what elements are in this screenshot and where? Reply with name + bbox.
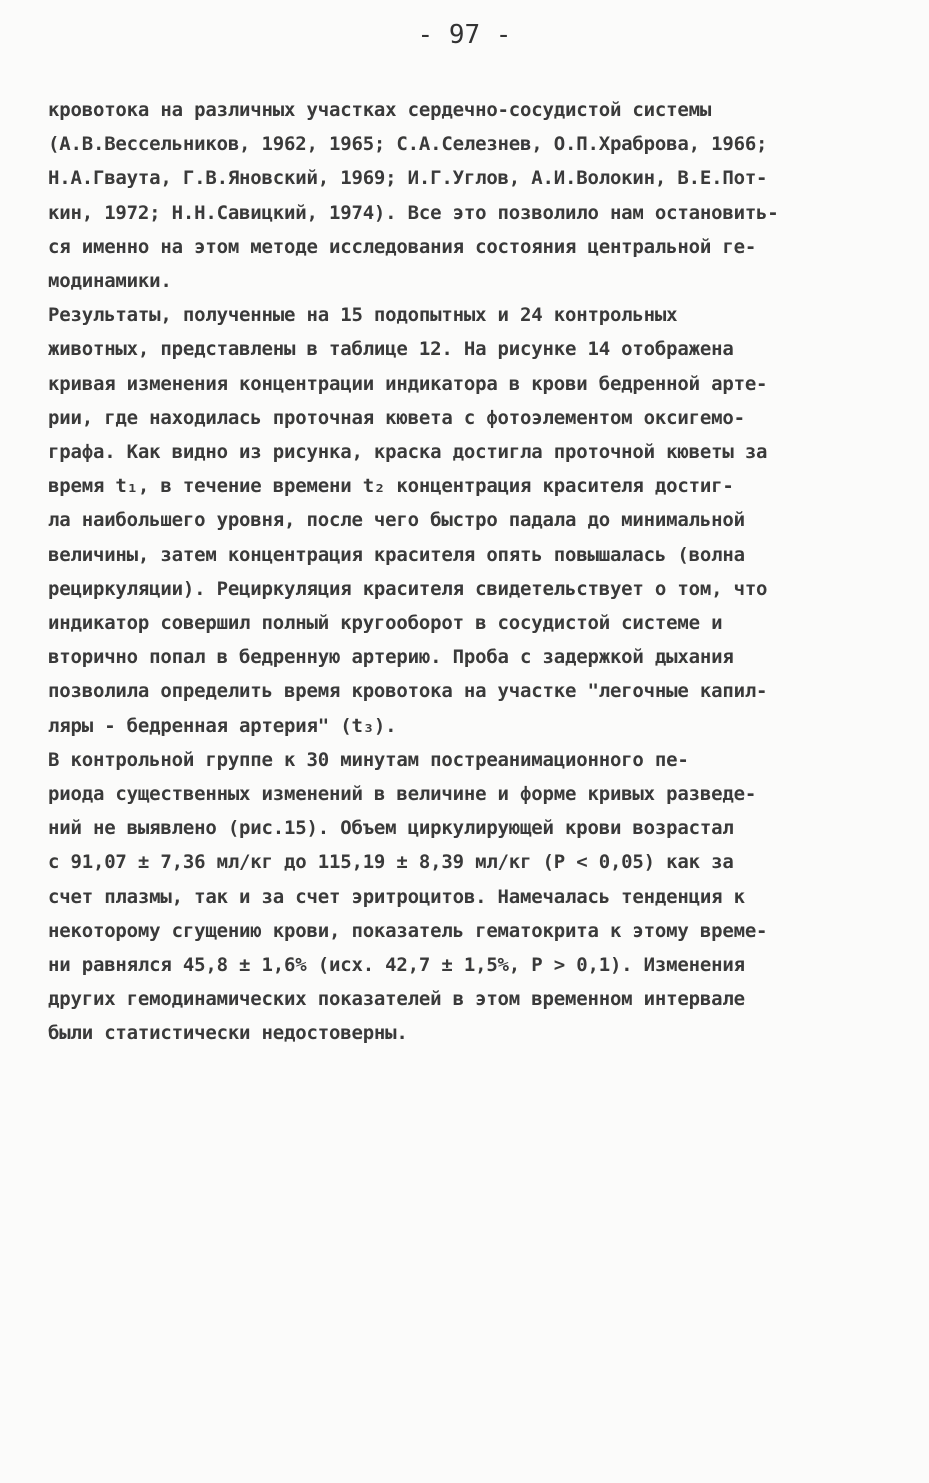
text-line: были статистически недостоверны. [48, 1022, 408, 1045]
text-line: графа. Как видно из рисунка, краска достигла проточной кюветы за [48, 441, 768, 464]
text-line: счет плазмы, так и за счет эритроцитов. Намечалась тенденция к [48, 885, 745, 908]
text-line: других гемодинамических показателей в этом временном интервале [48, 988, 745, 1011]
text-line: кривая изменения концентрации индикатора в крови бедренной арте- [48, 372, 768, 395]
text-line: модинамики. [48, 270, 172, 293]
text-line: время t₁, в течение времени t₂ концентрация красителя достиг- [48, 475, 734, 498]
text-line: ни равнялся 45,8 ± 1,6% (исх. 42,7 ± 1,5%, Р > 0,1). Изменения [48, 954, 745, 977]
text-line: индикатор совершил полный кругооборот в сосудистой системе и [48, 612, 723, 635]
text-line: Н.А.Гваута, Г.В.Яновский, 1969; И.Г.Углов, А.И.Волокин, В.Е.Пот- [48, 167, 768, 190]
text-line: животных, представлены в таблице 12. На рисунке 14 отображена [48, 338, 734, 361]
text-line: вторично попал в бедренную артерию. Проба с задержкой дыхания [48, 646, 734, 669]
text-line: позволила определить время кровотока на участке "легочные капил- [48, 680, 768, 703]
text-line: ся именно на этом методе исследования состояния центральной ге- [48, 235, 757, 258]
text-line: величины, затем концентрация красителя опять повышалась (волна [48, 543, 745, 566]
text-line: кровотока на различных участках сердечно-сосудистой системы [48, 99, 712, 121]
text-line: некоторому сгущению крови, показатель гематокрита к этому време- [48, 919, 768, 942]
text-line: ла наибольшего уровня, после чего быстро падала до минимальной [48, 509, 745, 532]
text-line: ний не выявлено (рис.15). Объем циркулирующей крови возрастал [48, 817, 734, 840]
text-line: Результаты, полученные на 15 подопытных и 24 контрольных [48, 304, 678, 327]
text-line: (А.В.Вессельников, 1962, 1965; С.А.Селезнев, О.П.Храброва, 1966; [48, 133, 768, 156]
body-text [48, 93, 884, 1051]
text-line: В контрольной группе к 30 минутам постреанимационного пе- [48, 748, 689, 771]
page-number: - 97 - [417, 20, 512, 50]
text-line: рии, где находилась проточная кювета с фотоэлементом оксигемо- [48, 406, 745, 429]
text-line: риода существенных изменений в величине и форме кривых разведе- [48, 783, 757, 806]
text-line: ляры - бедренная артерия" (t₃). [48, 714, 397, 737]
text-line: с 91,07 ± 7,36 мл/кг до 115,19 ± 8,39 мл/кг (Р < 0,05) как за [48, 851, 734, 874]
text-line: рециркуляции). Рециркуляция красителя свидетельствует о том, что [48, 577, 768, 600]
text-line: кин, 1972; Н.Н.Савицкий, 1974). Все это позволило нам остановить- [48, 201, 779, 224]
